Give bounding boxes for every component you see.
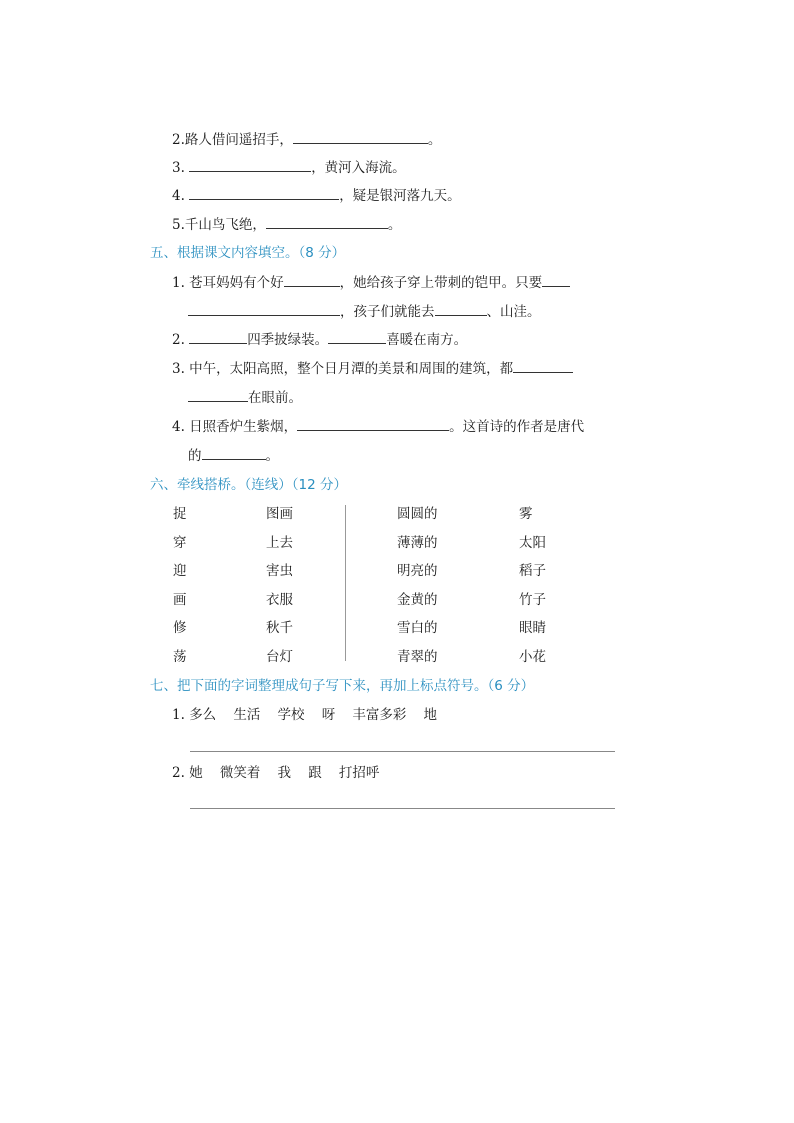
fill-blank[interactable] bbox=[284, 273, 340, 287]
match-word[interactable]: 雾 bbox=[519, 506, 533, 522]
fill-blank[interactable] bbox=[266, 215, 388, 229]
match-word[interactable]: 图画 bbox=[266, 506, 293, 522]
fill-blank[interactable] bbox=[188, 388, 248, 402]
match-word[interactable]: 太阳 bbox=[519, 535, 546, 551]
match-word[interactable]: 金黄的 bbox=[397, 592, 438, 608]
fill-blank[interactable] bbox=[328, 330, 386, 344]
match-word[interactable]: 上去 bbox=[266, 535, 293, 551]
s5-q2: 2. 四季披绿装。 喜暖在南方。 bbox=[172, 332, 468, 348]
section-5-title: 五、根据课文内容填空。（8 分） bbox=[150, 245, 346, 261]
match-word[interactable]: 薄薄的 bbox=[397, 535, 438, 551]
fill-blank[interactable] bbox=[542, 273, 570, 287]
fill-blank[interactable] bbox=[189, 330, 247, 344]
match-word[interactable]: 秋千 bbox=[266, 620, 293, 636]
fill-blank[interactable] bbox=[189, 158, 311, 172]
match-word[interactable]: 竹子 bbox=[519, 592, 546, 608]
match-word[interactable]: 迎 bbox=[173, 563, 187, 579]
s5-q3-line1: 3. 中午，太阳高照，整个日月潭的美景和周围的建筑，都 bbox=[172, 359, 573, 378]
match-word[interactable]: 害虫 bbox=[266, 563, 293, 579]
s7-q2: 2. 她 微笑着 我 跟 打招呼 bbox=[172, 765, 380, 781]
section-6-title: 六、牵线搭桥。（连线）（12 分） bbox=[150, 477, 347, 493]
fill-blank[interactable] bbox=[293, 130, 428, 144]
fill-blank[interactable] bbox=[435, 302, 487, 316]
match-word[interactable]: 雪白的 bbox=[397, 620, 438, 636]
s5-q1-line2: ，孩子们就能去 、山洼。 bbox=[188, 302, 541, 321]
match-word[interactable]: 穿 bbox=[173, 535, 187, 551]
match-word[interactable]: 台灯 bbox=[266, 649, 293, 665]
section-7-title: 七、把下面的字词整理成句子写下来，再加上标点符号。（6 分） bbox=[150, 678, 535, 694]
s5-q3-line2: 在眼前。 bbox=[188, 388, 302, 407]
poem-line-5: 5.千山鸟飞绝， 。 bbox=[172, 217, 402, 233]
poem-line-2: 2.路人借问遥招手， 。 bbox=[172, 132, 442, 148]
answer-line-1[interactable] bbox=[190, 751, 615, 752]
s5-q1-line1: 1. 苍耳妈妈有个好 ，她给孩子穿上带刺的铠甲。只要 bbox=[172, 273, 570, 292]
fill-blank[interactable] bbox=[189, 186, 339, 200]
match-word[interactable]: 眼睛 bbox=[519, 620, 546, 636]
s5-q4-line1: 4. 日照香炉生紫烟， 。这首诗的作者是唐代 bbox=[172, 419, 585, 435]
fill-blank[interactable] bbox=[513, 359, 573, 373]
poem-line-4: 4. ，疑是银河落九天。 bbox=[172, 188, 461, 204]
match-word[interactable]: 圆圆的 bbox=[397, 506, 438, 522]
match-word[interactable]: 明亮的 bbox=[397, 563, 438, 579]
match-word[interactable]: 小花 bbox=[519, 649, 546, 665]
column-divider bbox=[345, 505, 346, 661]
match-word[interactable]: 荡 bbox=[173, 649, 187, 665]
match-word[interactable]: 衣服 bbox=[266, 592, 293, 608]
match-word[interactable]: 青翠的 bbox=[397, 649, 438, 665]
fill-blank[interactable] bbox=[188, 302, 340, 316]
poem-line-3: 3. ，黄河入海流。 bbox=[172, 160, 406, 176]
match-word[interactable]: 捉 bbox=[173, 506, 187, 522]
match-word[interactable]: 画 bbox=[173, 592, 187, 608]
match-word[interactable]: 修 bbox=[173, 620, 187, 636]
fill-blank[interactable] bbox=[202, 446, 266, 460]
s5-q4-line2: 的 。 bbox=[188, 448, 279, 464]
s7-q1: 1. 多么 生活 学校 呀 丰富多彩 地 bbox=[172, 707, 438, 723]
fill-blank[interactable] bbox=[297, 417, 449, 431]
match-word[interactable]: 稻子 bbox=[519, 563, 546, 579]
answer-line-2[interactable] bbox=[190, 808, 615, 809]
